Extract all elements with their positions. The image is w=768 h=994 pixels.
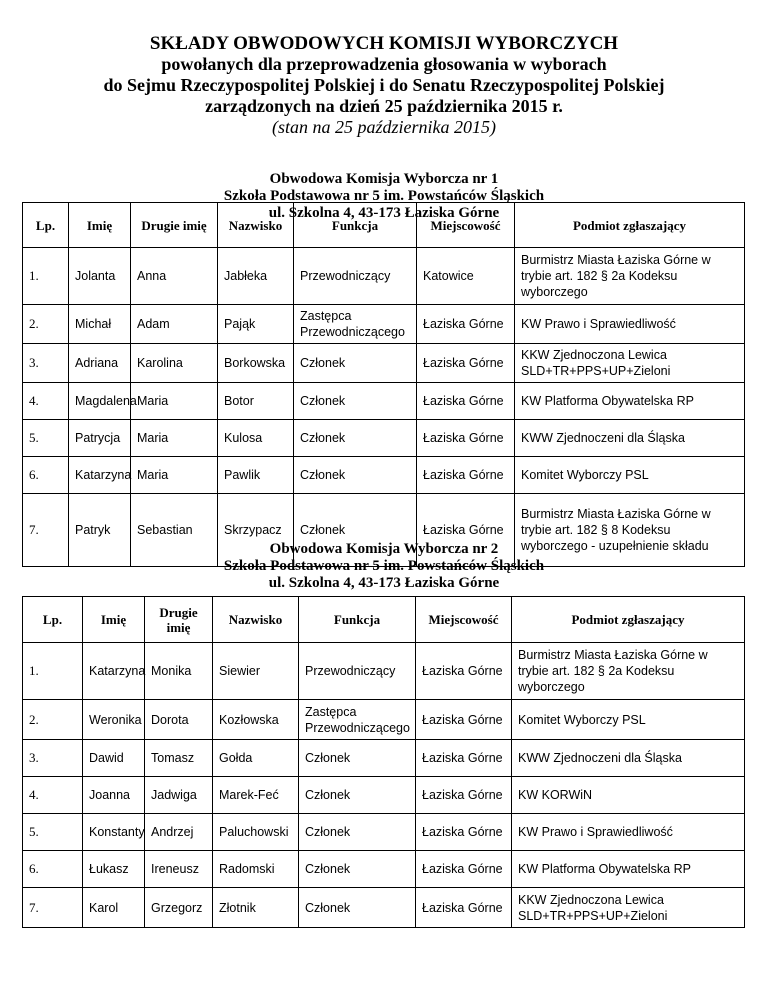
cell-podmiot: Burmistrz Miasta Łaziska Górne w trybie art. 182 § 2a Kodeksu wyborczego [512, 643, 745, 700]
cell-miejscowosc: Łaziska Górne [417, 344, 515, 383]
cell-podmiot: KKW Zjednoczona Lewica SLD+TR+PPS+UP+Zieloni [512, 888, 745, 928]
cell-lp: 4. [23, 383, 69, 420]
col-header-miejscowosc: Miejscowość [416, 597, 512, 643]
document-header [0, 0, 768, 138]
commission-2-name: Obwodowa Komisja Wyborcza nr 2 [269, 541, 499, 557]
cell-podmiot: KWW Zjednoczeni dla Śląska [512, 740, 745, 777]
cell-imie: Weronika [83, 700, 145, 740]
cell-imie: Konstanty [83, 814, 145, 851]
cell-miejscowosc: Łaziska Górne [417, 457, 515, 494]
table-row [23, 814, 745, 851]
col-header-lp: Lp. [23, 597, 83, 643]
cell-miejscowosc: Łaziska Górne [416, 814, 512, 851]
col-header-nazwisko: Nazwisko [213, 597, 299, 643]
cell-nazwisko: Marek-Feć [213, 777, 299, 814]
commission-1-name: Obwodowa Komisja Wyborcza nr 1 [269, 171, 499, 187]
cell-funkcja: Członek [294, 344, 417, 383]
table-row [23, 305, 745, 344]
col-header-funkcja: Funkcja [294, 203, 417, 248]
cell-drugie-imie: Monika [145, 643, 213, 700]
cell-lp: 6. [23, 457, 69, 494]
cell-podmiot: Burmistrz Miasta Łaziska Górne w trybie art. 182 § 2a Kodeksu wyborczego [515, 248, 745, 305]
cell-imie: Łukasz [83, 851, 145, 888]
cell-podmiot: KW Prawo i Sprawiedliwość [512, 814, 745, 851]
cell-funkcja: Zastępca Przewodniczącego [294, 305, 417, 344]
cell-nazwisko: Kozłowska [213, 700, 299, 740]
commission-1-school: Szkoła Podstawowa nr 5 im. Powstańców Śląskich [223, 188, 545, 204]
commission-2-school: Szkoła Podstawowa nr 5 im. Powstańców Śląskich [223, 558, 545, 574]
cell-drugie-imie: Dorota [145, 700, 213, 740]
cell-drugie-imie: Jadwiga [145, 777, 213, 814]
cell-imie: Adriana [69, 344, 131, 383]
cell-imie: Karol [83, 888, 145, 928]
cell-nazwisko: Botor [218, 383, 294, 420]
cell-miejscowosc: Łaziska Górne [416, 777, 512, 814]
table-header-row [23, 203, 745, 248]
cell-drugie-imie: Tomasz [145, 740, 213, 777]
cell-funkcja: Zastępca Przewodniczącego [299, 700, 416, 740]
cell-drugie-imie: Adam [131, 305, 218, 344]
document-subtitle-line-3: zarządzonych na dzień 25 października 2015 r. [205, 96, 563, 116]
table-row [23, 383, 745, 420]
cell-podmiot: Komitet Wyborczy PSL [515, 457, 745, 494]
cell-funkcja: Członek [294, 457, 417, 494]
cell-lp: 7. [23, 494, 69, 567]
table-row [23, 740, 745, 777]
cell-podmiot: KW Prawo i Sprawiedliwość [515, 305, 745, 344]
commission-2-table [22, 596, 745, 928]
commission-1-table [22, 202, 745, 567]
cell-drugie-imie: Maria [131, 420, 218, 457]
cell-drugie-imie: Maria [131, 383, 218, 420]
cell-podmiot: KKW Zjednoczona Lewica SLD+TR+PPS+UP+Zieloni [515, 344, 745, 383]
cell-funkcja: Członek [299, 851, 416, 888]
cell-funkcja: Członek [299, 777, 416, 814]
cell-nazwisko: Borkowska [218, 344, 294, 383]
cell-imie: Katarzyna [83, 643, 145, 700]
cell-nazwisko: Gołda [213, 740, 299, 777]
cell-imie: Jolanta [69, 248, 131, 305]
table-header-row [23, 597, 745, 643]
commission-2-header [0, 541, 768, 592]
cell-miejscowosc: Łaziska Górne [417, 305, 515, 344]
commission-2-address: ul. Szkolna 4, 43-173 Łaziska Górne [268, 575, 500, 591]
commission-1-address: ul. Szkolna 4, 43-173 Łaziska Górne [268, 205, 500, 221]
cell-drugie-imie: Sebastian [131, 494, 218, 567]
col-header-nazwisko: Nazwisko [218, 203, 294, 248]
cell-drugie-imie: Andrzej [145, 814, 213, 851]
table-row [23, 700, 745, 740]
col-header-imie: Imię [69, 203, 131, 248]
cell-nazwisko: Pająk [218, 305, 294, 344]
cell-nazwisko: Paluchowski [213, 814, 299, 851]
col-header-podmiot: Podmiot zgłaszający [512, 597, 745, 643]
cell-nazwisko: Siewier [213, 643, 299, 700]
cell-funkcja: Członek [299, 888, 416, 928]
table-row [23, 344, 745, 383]
document-subtitle-line-1: powołanych dla przeprowadzenia głosowania w wyborach [161, 54, 607, 74]
cell-miejscowosc: Łaziska Górne [416, 643, 512, 700]
cell-imie: Michał [69, 305, 131, 344]
cell-nazwisko: Kulosa [218, 420, 294, 457]
cell-miejscowosc: Łaziska Górne [416, 700, 512, 740]
cell-podmiot: KW Platforma Obywatelska RP [512, 851, 745, 888]
cell-funkcja: Członek [294, 494, 417, 567]
cell-imie: Katarzyna [69, 457, 131, 494]
table-row [23, 851, 745, 888]
cell-miejscowosc: Łaziska Górne [416, 851, 512, 888]
cell-funkcja: Członek [294, 420, 417, 457]
cell-imie: Magdalena [69, 383, 131, 420]
document-status-date: (stan na 25 października 2015) [272, 117, 496, 137]
table-row [23, 420, 745, 457]
col-header-imie: Imię [83, 597, 145, 643]
cell-nazwisko: Skrzypacz [218, 494, 294, 567]
cell-imie: Joanna [83, 777, 145, 814]
cell-nazwisko: Radomski [213, 851, 299, 888]
cell-miejscowosc: Łaziska Górne [416, 740, 512, 777]
table-row [23, 777, 745, 814]
cell-lp: 1. [23, 248, 69, 305]
cell-lp: 5. [23, 420, 69, 457]
cell-lp: 3. [23, 740, 83, 777]
cell-drugie-imie: Maria [131, 457, 218, 494]
cell-podmiot: Burmistrz Miasta Łaziska Górne w trybie art. 182 § 8 Kodeksu wyborczego - uzupełnienie składu [515, 494, 745, 567]
cell-podmiot: KW KORWiN [512, 777, 745, 814]
table-row [23, 457, 745, 494]
cell-nazwisko: Złotnik [213, 888, 299, 928]
cell-funkcja: Członek [299, 814, 416, 851]
col-header-funkcja: Funkcja [299, 597, 416, 643]
cell-funkcja: Członek [294, 383, 417, 420]
cell-funkcja: Przewodniczący [294, 248, 417, 305]
cell-nazwisko: Pawlik [218, 457, 294, 494]
cell-lp: 4. [23, 777, 83, 814]
cell-funkcja: Przewodniczący [299, 643, 416, 700]
document-title: SKŁADY OBWODOWYCH KOMISJI WYBORCZYCH [149, 33, 619, 54]
table-row [23, 643, 745, 700]
cell-lp: 2. [23, 700, 83, 740]
cell-miejscowosc: Katowice [417, 248, 515, 305]
cell-lp: 5. [23, 814, 83, 851]
col-header-lp: Lp. [23, 203, 69, 248]
col-header-drugie-imie: Drugie imię [145, 597, 213, 643]
cell-drugie-imie: Ireneusz [145, 851, 213, 888]
cell-miejscowosc: Łaziska Górne [417, 494, 515, 567]
cell-lp: 2. [23, 305, 69, 344]
document-subtitle-line-2: do Sejmu Rzeczypospolitej Polskiej i do Senatu Rzeczypospolitej Polskiej [103, 75, 665, 95]
col-header-drugie-imie: Drugie imię [131, 203, 218, 248]
col-header-miejscowosc: Miejscowość [417, 203, 515, 248]
table-row [23, 248, 745, 305]
cell-lp: 7. [23, 888, 83, 928]
cell-imie: Patryk [69, 494, 131, 567]
cell-miejscowosc: Łaziska Górne [416, 888, 512, 928]
cell-miejscowosc: Łaziska Górne [417, 420, 515, 457]
cell-imie: Dawid [83, 740, 145, 777]
col-header-podmiot: Podmiot zgłaszający [515, 203, 745, 248]
cell-imie: Patrycja [69, 420, 131, 457]
cell-lp: 6. [23, 851, 83, 888]
cell-drugie-imie: Grzegorz [145, 888, 213, 928]
cell-drugie-imie: Karolina [131, 344, 218, 383]
cell-nazwisko: Jabłeka [218, 248, 294, 305]
cell-miejscowosc: Łaziska Górne [417, 383, 515, 420]
cell-lp: 1. [23, 643, 83, 700]
cell-podmiot: Komitet Wyborczy PSL [512, 700, 745, 740]
table-row [23, 888, 745, 928]
cell-lp: 3. [23, 344, 69, 383]
cell-podmiot: KW Platforma Obywatelska RP [515, 383, 745, 420]
cell-podmiot: KWW Zjednoczeni dla Śląska [515, 420, 745, 457]
cell-funkcja: Członek [299, 740, 416, 777]
cell-drugie-imie: Anna [131, 248, 218, 305]
